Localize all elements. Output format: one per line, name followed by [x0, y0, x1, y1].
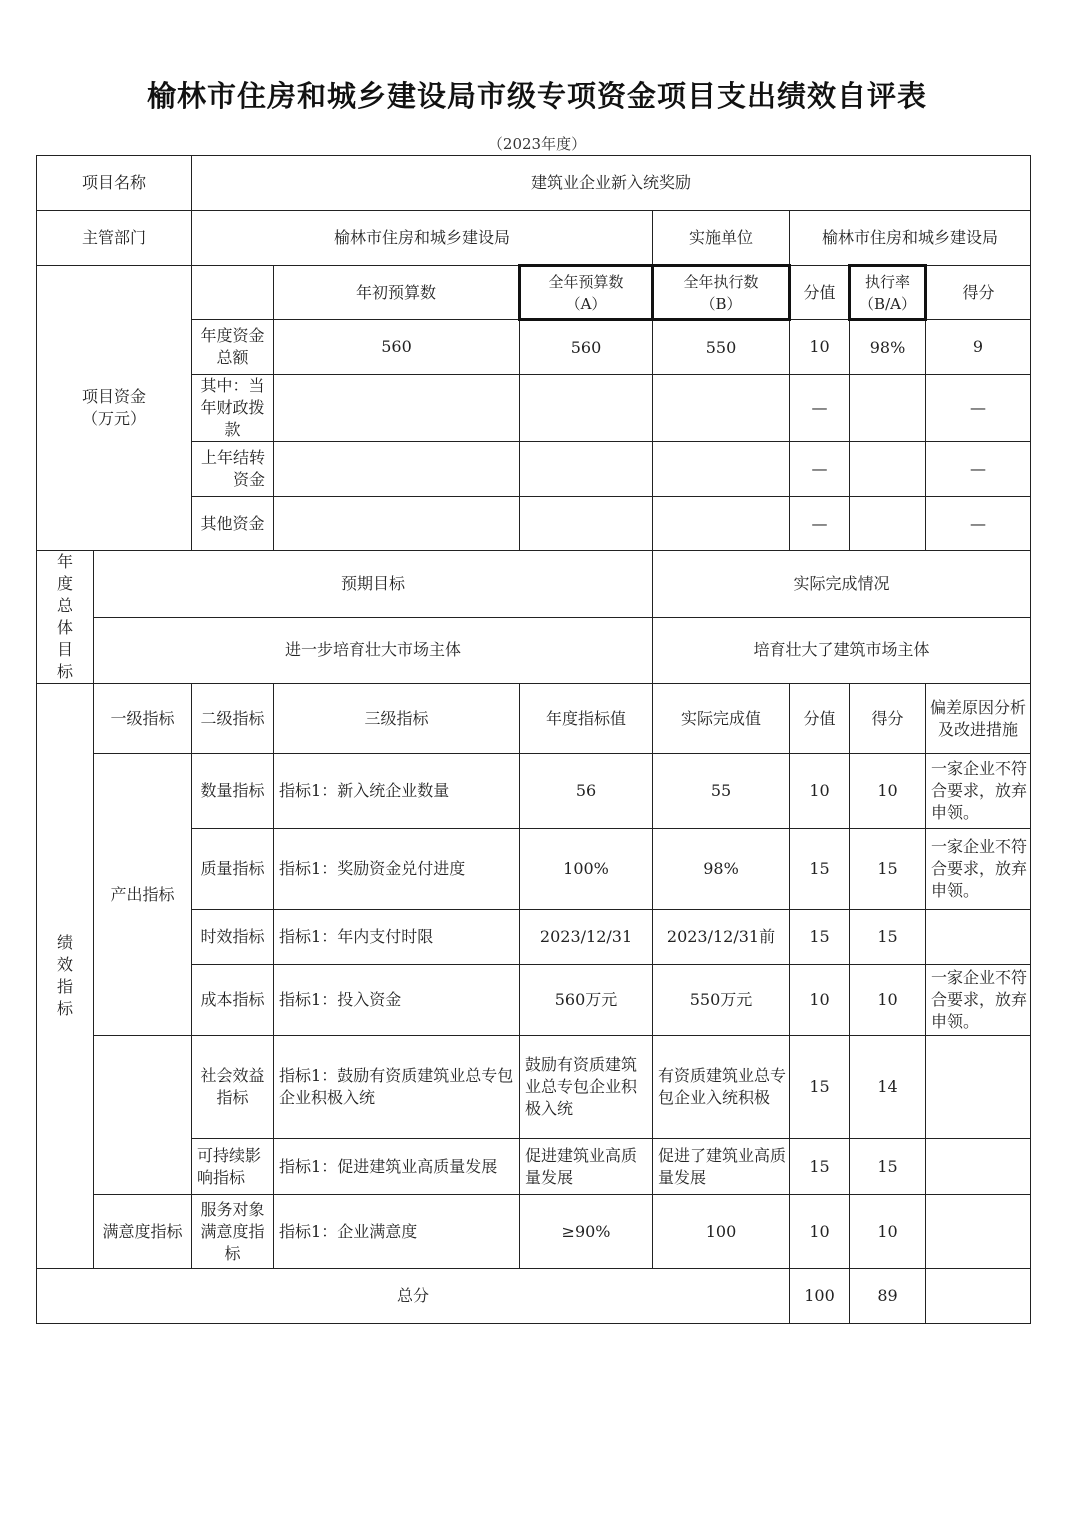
perf-effect-l1-blank	[94, 1036, 192, 1195]
perf-row-target: 2023/12/31	[520, 910, 653, 965]
funds-row-label: 年度资金总额	[192, 320, 274, 375]
funds-header-row	[37, 266, 1031, 320]
funds-row-score: —	[926, 497, 1031, 551]
goals-header-row	[37, 551, 1031, 618]
funds-row-label: 其中：当年财政拨款	[192, 375, 274, 442]
perf-row-score: 10	[850, 965, 926, 1036]
funds-header-rate-label: 执行率	[865, 272, 911, 291]
perf-row-l2: 服务对象满意度指标	[192, 1195, 274, 1269]
perf-row-score-value: 15	[790, 1139, 850, 1195]
document-year: （2023年度）	[487, 135, 587, 153]
project-name-value: 建筑业企业新入统奖励	[192, 156, 1031, 211]
perf-header-score-value: 分值	[790, 684, 850, 754]
perf-row-actual: 有资质建筑业总专包企业入统积极	[653, 1036, 790, 1139]
funds-row-rate: 98%	[850, 320, 926, 375]
perf-header-l1: 一级指标	[94, 684, 192, 754]
funds-header-exec-label: 全年执行数	[683, 272, 759, 291]
perf-row	[37, 754, 1031, 829]
funds-row-initial	[274, 375, 520, 442]
perf-row-actual: 促进了建筑业高质量发展	[653, 1139, 790, 1195]
perf-row-l3: 指标1：鼓励有资质建筑业总专包企业积极入统	[274, 1036, 520, 1139]
perf-row-score-value: 10	[790, 754, 850, 829]
funds-row-initial	[274, 442, 520, 497]
funds-header-exec	[653, 266, 790, 320]
perf-row-target: 促进建筑业高质量发展	[520, 1139, 653, 1195]
perf-row-score: 15	[850, 910, 926, 965]
perf-row-actual: 100	[653, 1195, 790, 1269]
total-score-value: 100	[790, 1269, 850, 1324]
funds-row-label: 其他资金	[192, 497, 274, 551]
perf-row-score: 15	[850, 829, 926, 910]
funds-row-exec: 550	[653, 320, 790, 375]
goals-actual: 培育壮大了建筑市场主体	[653, 617, 1031, 684]
perf-row-score: 10	[850, 1195, 926, 1269]
perf-row-l3: 指标1：企业满意度	[274, 1195, 520, 1269]
funds-label-line2: （万元）	[82, 409, 147, 428]
perf-row-actual: 55	[653, 754, 790, 829]
funds-header-blank	[192, 266, 274, 320]
perf-row-l3: 指标1：年内支付时限	[274, 910, 520, 965]
funds-row-score-value: —	[790, 375, 850, 442]
perf-header-l2: 二级指标	[192, 684, 274, 754]
total-row	[37, 1269, 1031, 1324]
funds-header-score: 得分	[926, 266, 1031, 320]
perf-row-actual: 550万元	[653, 965, 790, 1036]
funds-row-initial	[274, 497, 520, 551]
department-row	[37, 211, 1031, 266]
perf-row-deviation	[926, 910, 1031, 965]
funds-row-exec	[653, 442, 790, 497]
perf-row-l3: 指标1：投入资金	[274, 965, 520, 1036]
perf-row-deviation: 一家企业不符合要求，放弃申领。	[926, 829, 1031, 910]
funds-header-annual-label: 全年预算数	[548, 272, 624, 291]
perf-label	[37, 684, 94, 1269]
funds-header-annual	[520, 266, 653, 320]
funds-row-rate	[850, 375, 926, 442]
funds-header-rate-sub: （B/A）	[859, 294, 916, 313]
funds-row-score: 9	[926, 320, 1031, 375]
funds-header-score-value: 分值	[790, 266, 850, 320]
funds-row-score: —	[926, 442, 1031, 497]
perf-row-deviation	[926, 1195, 1031, 1269]
total-deviation	[926, 1269, 1031, 1324]
perf-row-l2: 社会效益指标	[192, 1036, 274, 1139]
perf-row-target: 56	[520, 754, 653, 829]
total-score: 89	[850, 1269, 926, 1324]
perf-row-target: 鼓励有资质建筑业总专包企业积极入统	[520, 1036, 653, 1139]
funds-label	[37, 266, 192, 551]
perf-row-actual: 98%	[653, 829, 790, 910]
impl-value: 榆林市住房和城乡建设局	[790, 211, 1031, 266]
perf-row-score-value: 15	[790, 1036, 850, 1139]
funds-header-exec-sub: （B）	[700, 294, 742, 313]
funds-label-line1: 项目资金	[82, 387, 147, 406]
goals-label	[37, 551, 94, 684]
self-evaluation-table	[36, 155, 1031, 1324]
perf-row	[37, 1195, 1031, 1269]
perf-row-l2: 成本指标	[192, 965, 274, 1036]
goals-row	[37, 617, 1031, 684]
funds-row-annual	[520, 497, 653, 551]
funds-row-score-value: —	[790, 442, 850, 497]
funds-header-initial: 年初预算数	[274, 266, 520, 320]
funds-row-annual	[520, 375, 653, 442]
perf-row-target: 100%	[520, 829, 653, 910]
perf-label-text: 绩效指标	[56, 933, 73, 1018]
funds-row-rate	[850, 497, 926, 551]
perf-row-actual: 2023/12/31前	[653, 910, 790, 965]
perf-row-l3: 指标1：新入统企业数量	[274, 754, 520, 829]
project-name-label: 项目名称	[37, 156, 192, 211]
funds-row-initial: 560	[274, 320, 520, 375]
dept-label: 主管部门	[37, 211, 192, 266]
perf-row-target: ≥90%	[520, 1195, 653, 1269]
funds-row-rate	[850, 442, 926, 497]
perf-row-deviation	[926, 1036, 1031, 1139]
perf-row-score-value: 10	[790, 1195, 850, 1269]
perf-header-deviation: 偏差原因分析及改进措施	[926, 684, 1031, 754]
funds-row-exec	[653, 375, 790, 442]
goals-label-text: 年度总体目标	[56, 552, 73, 681]
perf-row-l2: 可持续影响指标	[192, 1139, 274, 1195]
funds-row-annual	[520, 442, 653, 497]
funds-row-exec	[653, 497, 790, 551]
perf-header-target: 年度指标值	[520, 684, 653, 754]
impl-label: 实施单位	[653, 211, 790, 266]
goals-expected-label: 预期目标	[94, 551, 653, 618]
perf-header-l3: 三级指标	[274, 684, 520, 754]
perf-row-target: 560万元	[520, 965, 653, 1036]
perf-row-deviation	[926, 1139, 1031, 1195]
project-name-row	[37, 156, 1031, 211]
funds-row-score: —	[926, 375, 1031, 442]
perf-satisfaction-label: 满意度指标	[94, 1195, 192, 1269]
funds-header-annual-sub: （A）	[565, 294, 607, 313]
document-title: 榆林市住房和城乡建设局市级专项资金项目支出绩效自评表	[146, 79, 927, 113]
perf-header-score: 得分	[850, 684, 926, 754]
goals-actual-label: 实际完成情况	[653, 551, 1031, 618]
perf-row-l2: 时效指标	[192, 910, 274, 965]
perf-row-score: 10	[850, 754, 926, 829]
funds-row-score-value: —	[790, 497, 850, 551]
perf-header-row	[37, 684, 1031, 754]
perf-row-l3: 指标1：促进建筑业高质量发展	[274, 1139, 520, 1195]
perf-output-label: 产出指标	[94, 754, 192, 1036]
perf-row-score: 15	[850, 1139, 926, 1195]
perf-row-l2: 质量指标	[192, 829, 274, 910]
perf-row-deviation: 一家企业不符合要求，放弃申领。	[926, 754, 1031, 829]
total-label: 总分	[37, 1269, 790, 1324]
perf-row-l2: 数量指标	[192, 754, 274, 829]
perf-row-deviation: 一家企业不符合要求，放弃申领。	[926, 965, 1031, 1036]
funds-row-label: 上年结转资金	[192, 442, 274, 497]
funds-header-rate	[850, 266, 926, 320]
perf-row	[37, 1036, 1031, 1139]
dept-value: 榆林市住房和城乡建设局	[192, 211, 653, 266]
funds-row-score-value: 10	[790, 320, 850, 375]
perf-header-actual: 实际完成值	[653, 684, 790, 754]
perf-row-l3: 指标1：奖励资金兑付进度	[274, 829, 520, 910]
funds-row-annual: 560	[520, 320, 653, 375]
perf-row-score: 14	[850, 1036, 926, 1139]
goals-expected: 进一步培育壮大市场主体	[94, 617, 653, 684]
perf-row-score-value: 15	[790, 829, 850, 910]
perf-row-score-value: 10	[790, 965, 850, 1036]
perf-row-score-value: 15	[790, 910, 850, 965]
